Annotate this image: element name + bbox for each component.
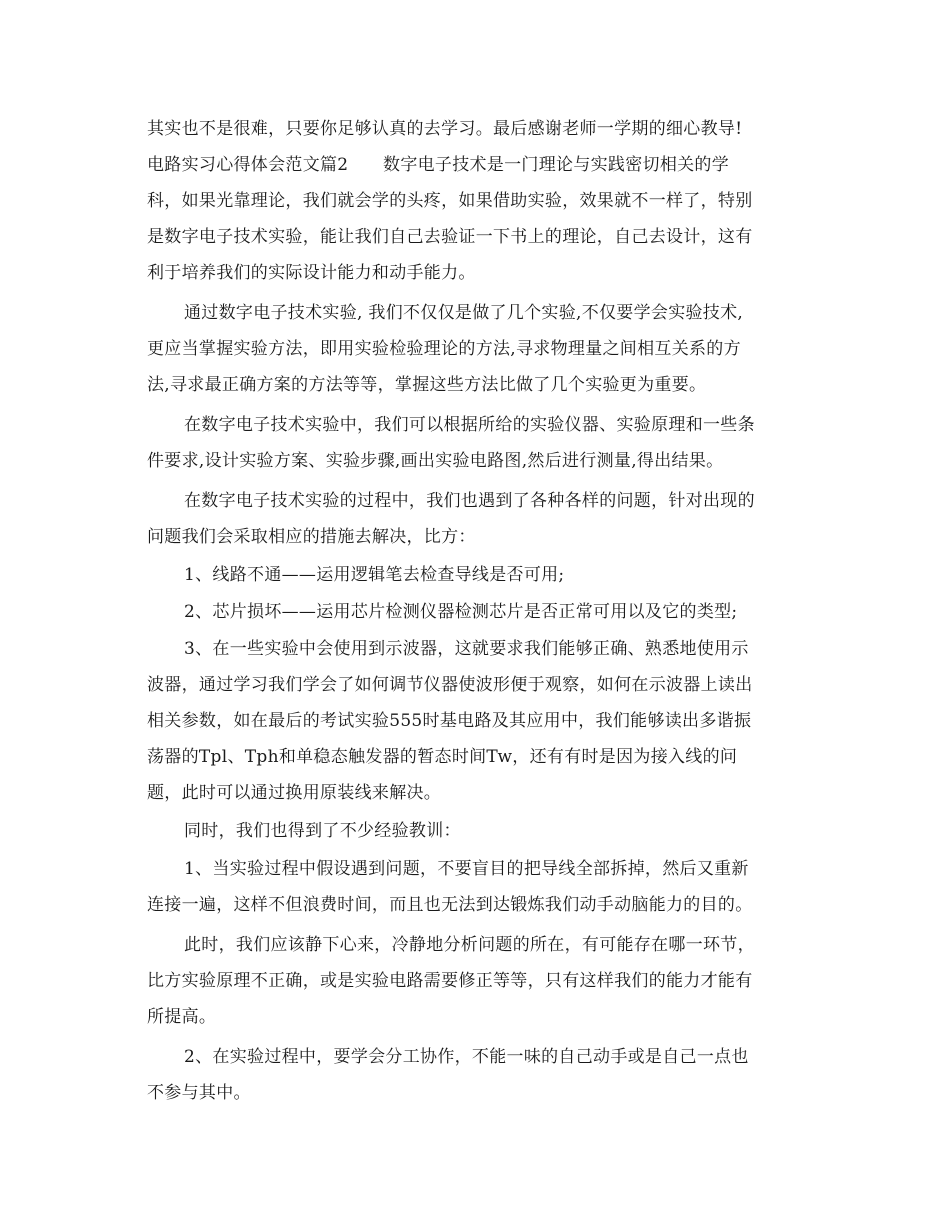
text-line: 电路实习心得体会范文篇2 数字电子技术是一门理论与实践密切相关的学 [147,155,730,175]
text-line: 问题我们会采取相应的措施去解决，比方： [147,527,476,547]
text-line: 在数字电子技术实验中，我们可以根据所给的实验仪器、实验原理和一些条 [184,415,755,435]
text-line: 2、在实验过程中，要学会分工协作，不能一味的自己动手或是自己一点也 [184,1047,749,1067]
text-line: 不参与其中。 [147,1083,251,1103]
text-line: 波器，通过学习我们学会了如何调节仪器使波形便于观察，如何在示波器上读出 [147,675,753,695]
text-line: 更应当掌握实验方法，即用实验检验理论的方法,寻求物理量之间相互关系的方 [147,339,741,359]
text-line: 其实也不是很难，只要你足够认真的去学习。最后感谢老师一学期的细心教导! [147,119,743,139]
text-line: 2、芯片损坏——运用芯片检测仪器检测芯片是否正常可用以及它的类型; [184,602,738,622]
text-line: 法,寻求最正确方案的方法等等，掌握这些方法比做了几个实验更为重要。 [147,375,707,395]
text-line: 相关参数，如在最后的考试实验555时基电路及其应用中，我们能够读出多谐振 [147,711,752,731]
text-line: 比方实验原理不正确，或是实验电路需要修正等等，只有这样我们的能力才能有 [147,971,753,991]
text-line: 1、线路不通——运用逻辑笔去检查导线是否可用; [184,565,565,585]
text-line: 是数字电子技术实验，能让我们自己去验证一下书上的理论，自己去设计，这有 [147,227,753,247]
text-line: 科，如果光靠理论，我们就会学的头疼，如果借助实验，效果就不一样了，特别 [147,191,753,211]
text-line: 1、当实验过程中假设遇到问题，不要盲目的把导线全部拆掉，然后又重新 [184,859,749,879]
text-line: 题，此时可以通过换用原装线来解决。 [147,783,442,803]
text-line: 通过数字电子技术实验, 我们不仅仅是做了几个实验,不仅要学会实验技术, [184,303,744,323]
text-line: 在数字电子技术实验的过程中，我们也遇到了各种各样的问题，针对出现的 [184,491,755,511]
text-line: 利于培养我们的实际设计能力和动手能力。 [147,263,476,283]
text-line: 连接一遍，这样不但浪费时间，而且也无法到达锻炼我们动手动脑能力的目的。 [147,895,753,915]
text-line: 同时，我们也得到了不少经验教训： [184,821,461,841]
text-line: 3、在一些实验中会使用到示波器，这就要求我们能够正确、熟悉地使用示 [184,639,749,659]
text-line: 此时，我们应该静下心来，冷静地分析问题的所在，有可能存在哪一环节， [184,935,755,955]
text-line: 件要求,设计实验方案、实验步骤,画出实验电路图,然后进行测量,得出结果。 [147,451,724,471]
text-line: 所提高。 [147,1007,217,1027]
text-line: 荡器的Tpl、Tph和单稳态触发器的暂态时间Tw，还有有时是因为接入线的问 [147,747,738,767]
